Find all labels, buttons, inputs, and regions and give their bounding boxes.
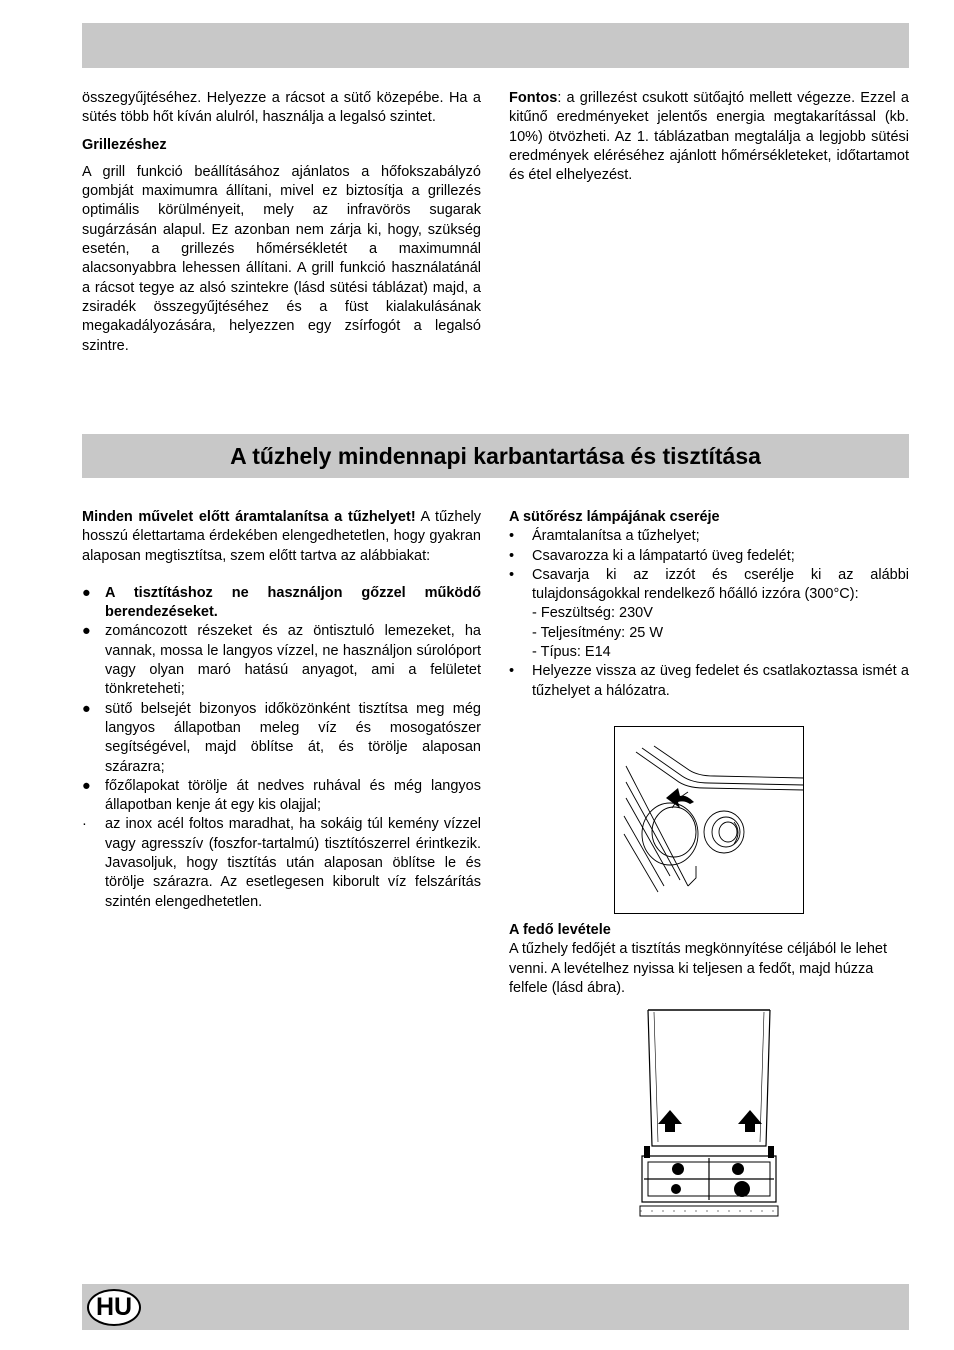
- bullet-marker: •: [509, 663, 515, 680]
- lid-section: [509, 921, 909, 998]
- grill-body-text: A grill funkció beállításához ajánlatos a hőfokszabályzó gombját maximumra állítani, mivel ez biztosítja a grillezés optimális körülményeit, mely az infravörös sugarak sugárzásán alapul. Ez azonban nem zárja ki, hogy, szükség esetén, a grillezés hőmérsékletét a maximumnál alacsonyabbra lehessen állítani. A grill funkció használatánál a rácsot tegye az alsó szintekre (lásd sütési táblázat) majd, a zsiradék összegyűjtéséhez és a füst kialakulásának megakadályozására, helyezzen egy zsírfogót a legalsó szintre.: [82, 163, 481, 354]
- grill-heading: Grillezéshez: [82, 136, 167, 153]
- bullet-marker: •: [509, 528, 515, 545]
- lamp-figure: [614, 726, 804, 914]
- left-top-column: [82, 89, 481, 356]
- fontos-note: [509, 89, 909, 185]
- list-item-text: sütő belsejét bizonyos időközönként tisztítsa meg még langyos állapotban meleg víz és mosogatószer segítségével, majd öblítse át, és törölje alaposan szárazra;: [105, 700, 481, 775]
- lid-removal-figure: [636, 1006, 782, 1222]
- fontos-text: : a grillezést csukott sütőajtó mellett végezze. Ezzel a kitűnő eredményeket jelentős energia megtakarítással (kb. 10%) ötvözheti. Az 1. táblázatban megtalálja a legjobb sütési eredmények eléréséhez ajánlott hőmérsékleteket, időtartamot és étel elhelyezést.: [509, 90, 909, 184]
- list-item: [82, 700, 481, 777]
- list-item: [82, 815, 481, 911]
- list-item: [509, 547, 909, 566]
- list-item: [509, 527, 909, 546]
- list-item-text: A tisztításhoz ne használjon gőzzel működő berendezéseket.: [105, 584, 481, 621]
- maintenance-intro-text: A tűzhely hosszú élettartama érdekében elengedhetetlen, hogy gyakran alaposan megtisztítsa, szem előtt tartva az alábbiakat:: [82, 509, 481, 564]
- lamp-heading: A sütőrész lámpájának cseréje: [509, 509, 720, 525]
- list-item: [509, 662, 909, 701]
- bullet-marker: •: [509, 566, 515, 583]
- lid-text: A tűzhely fedőjét a tisztítás megkönnyítése céljából le lehet venni. A levételhez nyissa ki teljesen a fedőt, majd húzza felfele (lásd ábra).: [509, 941, 888, 996]
- section-title: A tűzhely mindennapi karbantartása és tisztítása: [82, 434, 909, 478]
- spec-line: - Típus: E14: [532, 644, 611, 661]
- maintenance-intro: [82, 508, 481, 566]
- bullet-marker: ●: [82, 623, 91, 640]
- footer-band: [82, 1284, 909, 1330]
- list-item: [82, 584, 481, 623]
- lamp-steps-list: [509, 527, 909, 701]
- list-item-text: főzőlapokat törölje át nedves ruhával és még langyos állapotban kenje át egy kis olajjal;: [105, 777, 481, 814]
- list-item-text: zománcozott részeket és az öntisztuló lemezeket, ha vannak, mossa le langyos vízzel, ne használjon súrolóport vagy olyan maró hatású anyagot, ami a felületet tönkreteheti;: [105, 623, 481, 698]
- list-item-text: Áramtalanítsa a tűzhelyet;: [532, 528, 700, 545]
- bullet-marker: ●: [82, 777, 91, 794]
- header-band: [82, 23, 909, 68]
- cleaning-list: [82, 584, 481, 912]
- right-top-column: [509, 89, 909, 185]
- bullet-marker: ●: [82, 700, 91, 717]
- fontos-label: Fontos: [509, 90, 558, 106]
- lid-heading: A fedő levétele: [509, 922, 611, 938]
- list-item: [509, 566, 909, 662]
- right-bottom-column: [509, 508, 909, 701]
- bullet-marker: •: [509, 547, 515, 564]
- grill-intro-text: összegyűjtéséhez. Helyezze a rácsot a sütő közepébe. Ha a sütés több hőt kíván alulról, használja a legalsó szintet.: [82, 90, 481, 126]
- bullet-marker: ●: [82, 584, 91, 601]
- spec-line: - Feszültség: 230V: [532, 605, 653, 622]
- spec-line: - Teljesítmény: 25 W: [532, 624, 664, 641]
- list-item-text: Helyezze vissza az üveg fedelet és csatlakoztassa ismét a tűzhelyet a hálózatra.: [532, 663, 909, 699]
- maintenance-warning: Minden művelet előtt áramtalanítsa a tűzhelyet!: [82, 509, 416, 525]
- list-item: [82, 777, 481, 816]
- list-item-text: az inox acél foltos maradhat, ha sokáig túl kemény vízzel vagy agresszív (foszfor-tartalmú) tisztítószerrel érintkezik. Javasoljuk, hogy tisztítás után alaposan öblítse le és törölje szárazra. Az esetlegesen kiborult víz felszárítás szintén elengedhetetlen.: [105, 816, 481, 910]
- bullet-marker: ·: [82, 816, 87, 833]
- list-item: [82, 622, 481, 699]
- list-item-text: Csavarja ki az izzót és cserélje ki az alábbi tulajdonságokkal rendelkező hőálló izzóra (300°C):: [532, 566, 909, 603]
- left-bottom-column: [82, 508, 481, 912]
- language-badge: HU: [87, 1289, 141, 1326]
- list-item-text: Csavarozza ki a lámpatartó üveg fedelét;: [532, 547, 795, 564]
